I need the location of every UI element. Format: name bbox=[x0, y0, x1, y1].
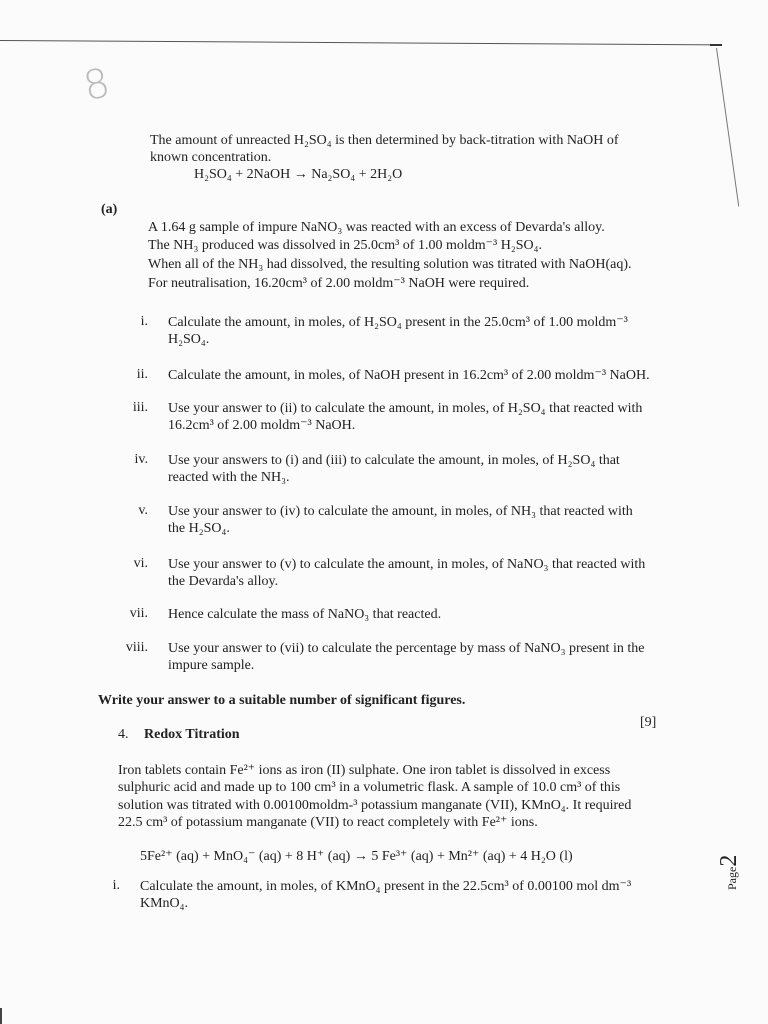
question-text: Use your answer to (ii) to calculate the amount, in moles, of H₂SO₄ that reacted with bbox=[168, 401, 643, 416]
question-text: the Devarda's alloy. bbox=[168, 574, 279, 589]
question-text: Use your answer to (v) to calculate the amount, in moles, of NaNO₃ that reacted with bbox=[168, 557, 646, 572]
section-number: 4. bbox=[118, 727, 129, 742]
scan-edge-right bbox=[716, 48, 739, 207]
part-a-line-3: When all of the NH₃ had dissolved, the resulting solution was titrated with NaOH(aq). bbox=[148, 257, 632, 272]
question-number: i. bbox=[112, 878, 120, 893]
section-paragraph-line: sulphuric acid and made up to 100 cm³ in a volumetric flask. A sample of 10.0 cm³ of this bbox=[118, 780, 621, 795]
intro-equation: H₂SO₄ + 2NaOH → Na₂SO₄ + 2H₂O bbox=[194, 167, 403, 182]
intro-line-1: The amount of unreacted H₂SO₄ is then determined by back-titration with NaOH of bbox=[150, 133, 619, 148]
question-text: 16.2cm³ of 2.00 moldm⁻³ NaOH. bbox=[168, 418, 356, 433]
question-text: Calculate the amount, in moles, of KMnO₄ present in the 22.5cm³ of 0.00100 mol dm⁻³ bbox=[140, 879, 632, 894]
page-label bbox=[716, 855, 743, 890]
page-number: 2 bbox=[716, 854, 742, 867]
part-a-label: (a) bbox=[101, 202, 118, 217]
question-text: Use your answer to (vii) to calculate the percentage by mass of NaNO₃ present in the bbox=[168, 641, 645, 656]
marks-total: [9] bbox=[640, 715, 657, 730]
section-paragraph-line: solution was titrated with 0.00100moldm-³ potassium manganate (VII), KMnO₄. It required bbox=[118, 798, 632, 813]
question-number: iv. bbox=[134, 452, 148, 467]
question-text: Use your answers to (i) and (iii) to calculate the amount, in moles, of H₂SO₄ that bbox=[168, 453, 620, 468]
question-number: ii. bbox=[136, 367, 148, 382]
redox-equation: 5Fe²⁺ (aq) + MnO₄⁻ (aq) + 8 H⁺ (aq) → 5 Fe³⁺ (aq) + Mn²⁺ (aq) + 4 H₂O (l) bbox=[140, 849, 573, 864]
question-number: i. bbox=[140, 314, 148, 329]
scan-edge-bottom bbox=[0, 1008, 2, 1024]
question-text: Use your answer to (iv) to calculate the amount, in moles, of NH₃ that reacted with bbox=[168, 504, 633, 519]
part-a-line-1: A 1.64 g sample of impure NaNO₃ was reacted with an excess of Devarda's alloy. bbox=[148, 220, 605, 235]
sig-figs-instruction: Write your answer to a suitable number of significant figures. bbox=[98, 693, 466, 708]
part-a-line-4: For neutralisation, 16.20cm³ of 2.00 moldm⁻³ NaOH were required. bbox=[148, 276, 530, 291]
scan-edge-top bbox=[0, 40, 718, 45]
question-text: Calculate the amount, in moles, of NaOH present in 16.2cm³ of 2.00 moldm⁻³ NaOH. bbox=[168, 368, 650, 383]
question-number: vii. bbox=[129, 606, 148, 621]
question-text: Calculate the amount, in moles, of H₂SO₄ present in the 25.0cm³ of 1.00 moldm⁻³ bbox=[168, 315, 628, 330]
question-text: impure sample. bbox=[168, 658, 255, 673]
question-number: v. bbox=[138, 503, 148, 518]
question-number: viii. bbox=[125, 640, 148, 655]
question-text: the H₂SO₄. bbox=[168, 521, 230, 536]
handwritten-mark: 8 bbox=[79, 59, 114, 111]
page-word: Page bbox=[725, 866, 739, 890]
question-number: vi. bbox=[133, 556, 148, 571]
part-a-line-2: The NH₃ produced was dissolved in 25.0cm³ of 1.00 moldm⁻³ H₂SO₄. bbox=[148, 238, 542, 253]
section-paragraph-line: 22.5 cm³ of potassium manganate (VII) to react completely with Fe²⁺ ions. bbox=[118, 815, 538, 830]
question-text: KMnO₄. bbox=[140, 896, 189, 911]
intro-line-2: known concentration. bbox=[150, 150, 272, 165]
question-text: Hence calculate the mass of NaNO₃ that reacted. bbox=[168, 607, 442, 622]
question-number: iii. bbox=[132, 400, 148, 415]
section-title: Redox Titration bbox=[144, 727, 240, 742]
question-text: H₂SO₄. bbox=[168, 332, 210, 347]
section-paragraph-line: Iron tablets contain Fe²⁺ ions as iron (II) sulphate. One iron tablet is dissolved in excess bbox=[118, 763, 611, 778]
question-text: reacted with the NH₃. bbox=[168, 470, 290, 485]
